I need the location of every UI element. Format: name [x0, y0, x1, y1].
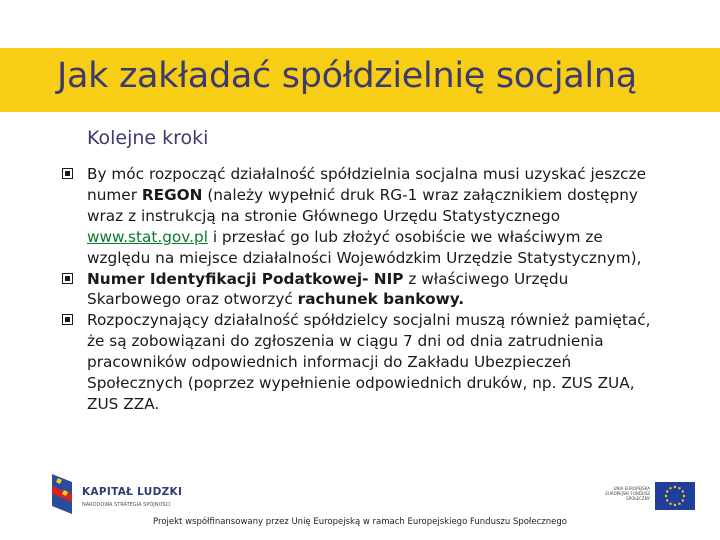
bullet-text: Rozpoczynający działalność spółdzielcy socjalni muszą również pamiętać, że są zobowiązani do zgłoszenia w ciągu 7 dni od dnia zatrudnienia pracowników odpowiednich informacji do Zakładu Ubezpieczeń Społecznych (poprzez wypełnienie odpowiednich druków, np. ZUS ZUA, ZUS ZZA. — [87, 311, 651, 413]
logo-title: KAPITAŁ LUDZKI — [82, 486, 183, 498]
bullet-text: (należy wypełnić druk RG-1 wraz załącznikiem dostępny wraz z instrukcją na stronie Głównego Urzędu Statystycznego — [87, 185, 638, 225]
list-item — [62, 310, 662, 415]
bullet-text: z właściwego Urzędu Skarbowego oraz otworzyć — [87, 269, 569, 309]
slide-title: Jak zakładać spółdzielnię socjalną — [57, 56, 637, 96]
bullet-bold-text: rachunek bankowy. — [297, 290, 465, 309]
checkbox-bullet-icon — [62, 273, 73, 284]
stat-gov-link[interactable]: www.stat.gov.pl — [87, 227, 208, 246]
eu-logo — [595, 482, 695, 514]
checkbox-bullet-icon — [62, 168, 73, 179]
kapital-ludzki-flag-icon — [50, 474, 74, 514]
bullet-list — [62, 164, 662, 415]
footer-note: Projekt współfinansowany przez Unię Europejską w ramach Europejskiego Funduszu Społecznego — [153, 517, 567, 527]
list-item — [62, 269, 662, 311]
eu-flag-icon — [655, 482, 695, 510]
slide-subtitle: Kolejne kroki — [87, 127, 209, 149]
bullet-bold-text: Numer Identyfikacji Podatkowej- NIP — [87, 269, 404, 288]
bullet-bold-text: REGON — [141, 185, 203, 204]
logo-subtitle: NARODOWA STRATEGIA SPÓJNOŚCI — [82, 502, 171, 508]
kapital-ludzki-logo — [50, 474, 220, 518]
bullet-text: i przesłać go lub złożyć osobiście we właściwym ze względu na miejsce działalności Wojewódzkim Urzędzie Statystycznym), — [87, 227, 642, 267]
eu-logo-text: UNIA EUROPEJSKA EUROPEJSKI FUNDUSZ SPOŁECZNY — [605, 486, 650, 501]
bullet-text: By móc rozpocząć działalność spółdzielnia socjalna musi uzyskać jeszcze numer — [87, 165, 647, 204]
checkbox-bullet-icon — [62, 314, 73, 325]
list-item — [62, 164, 662, 269]
